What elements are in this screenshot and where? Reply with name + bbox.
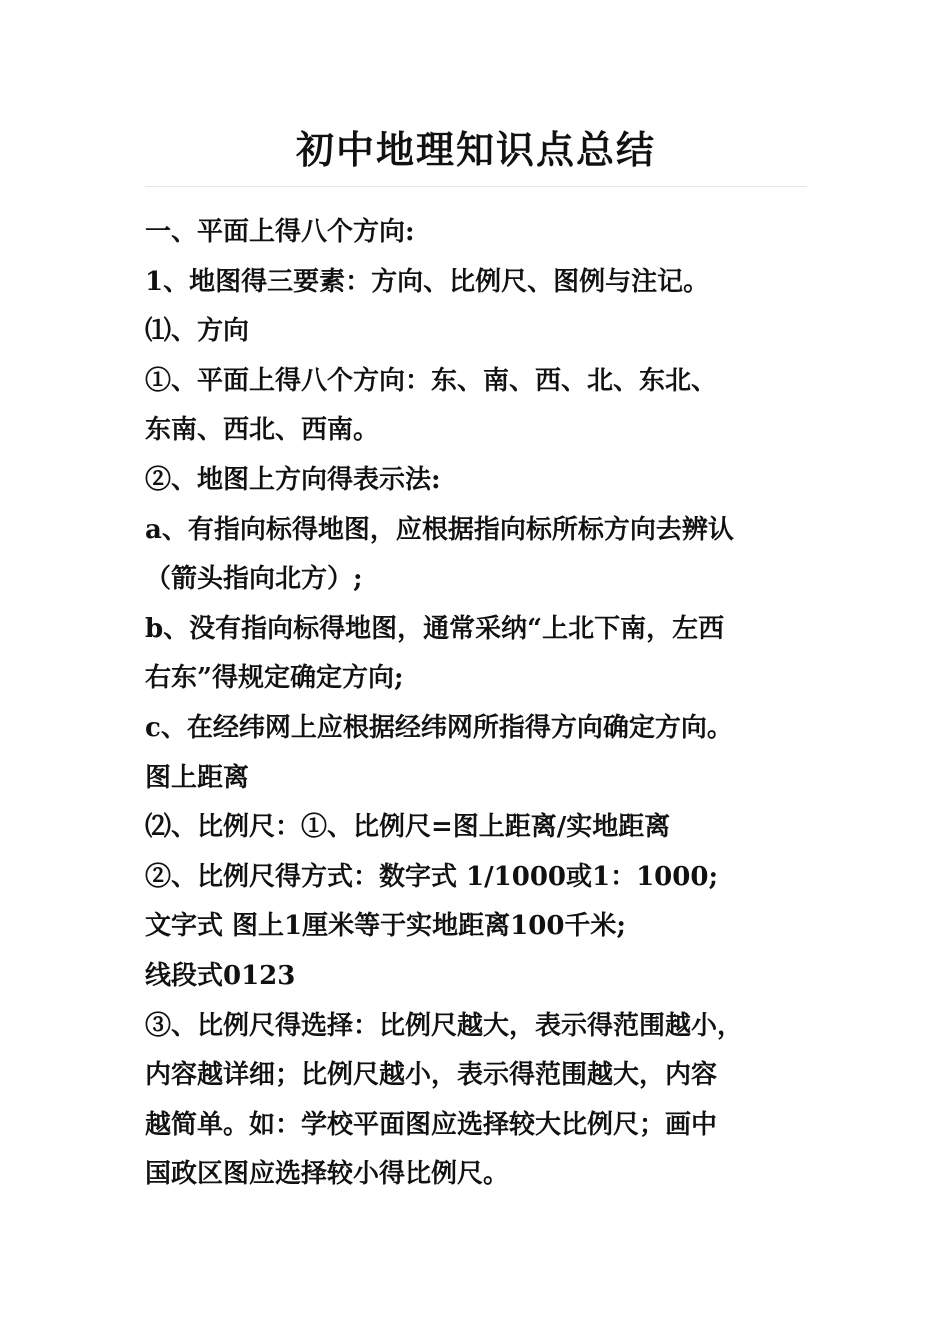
text-line: ②、比例尺得方式：数字式 1/1000或1：1000; <box>145 861 719 892</box>
text-line: 国政区图应选择较小得比例尺。 <box>145 1159 510 1190</box>
text-line: ②、地图上方向得表示法: <box>145 464 441 495</box>
text-line: 东南、西北、西南。 <box>145 415 380 446</box>
document-title: 初中地理知识点总结 <box>295 127 656 172</box>
text-line: a、有指向标得地图，应根据指向标所标方向去辨认 <box>145 514 734 545</box>
text-line: （箭头指向北方）; <box>145 564 363 595</box>
text-line: c、在经纬网上应根据经纬网所指得方向确定方向。 <box>145 712 733 743</box>
text-line: 越简单。如：学校平面图应选择较大比例尺；画中 <box>145 1109 718 1140</box>
text-line: ⑴、方向 <box>145 316 250 347</box>
text-line: b、没有指向标得地图，通常采纳“上北下南，左西 <box>145 613 725 644</box>
text-line: ⑵、比例尺：①、比例尺=图上距离/实地距离 <box>145 812 671 843</box>
text-line: 一、平面上得八个方向: <box>145 217 415 247</box>
text-line: ①、平面上得八个方向：东、南、西、北、东北、 <box>145 365 718 396</box>
text-line: 线段式0123 <box>145 960 296 991</box>
text-line: 1、地图得三要素：方向、比例尺、图例与注记。 <box>145 266 710 297</box>
text-line: ③、比例尺得选择：比例尺越大，表示得范围越小， <box>145 1010 744 1041</box>
text-line: 右东”得规定确定方向; <box>145 663 404 694</box>
text-line: 文字式 图上1厘米等于实地距离100千米; <box>145 911 627 942</box>
text-line: 图上距离 <box>145 762 250 793</box>
text-line: 内容越详细；比例尺越小，表示得范围越大，内容 <box>145 1060 718 1091</box>
title-divider <box>145 186 807 187</box>
document-body <box>145 208 815 1200</box>
